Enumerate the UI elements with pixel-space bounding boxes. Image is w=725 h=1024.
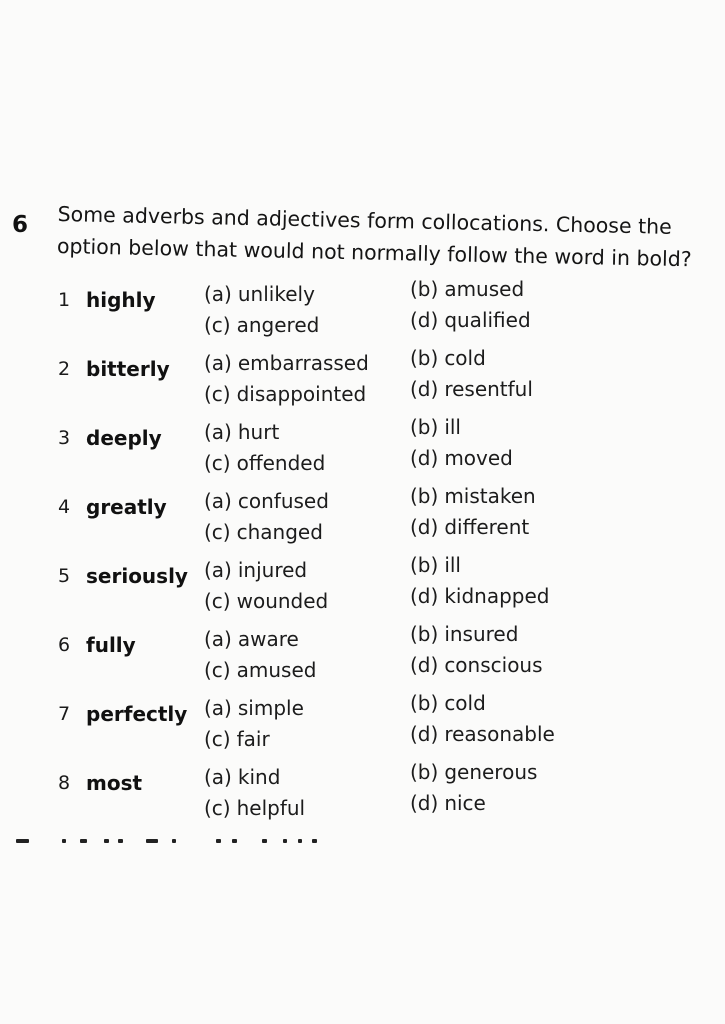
option-d [410, 791, 486, 815]
option-letter: (a) [204, 351, 232, 375]
option-a [204, 765, 280, 789]
option-b [410, 346, 486, 370]
option-a [204, 627, 299, 651]
option-text: injured [237, 558, 308, 582]
cropped-glyph-fragment [118, 839, 123, 843]
option-text: nice [444, 791, 486, 815]
item-bold-word: perfectly [86, 702, 188, 726]
option-text: insured [444, 622, 519, 646]
item-number: 5 [58, 565, 71, 587]
option-a [204, 282, 315, 306]
option-c [204, 382, 366, 406]
option-d [410, 446, 513, 470]
option-d [410, 515, 529, 539]
option-text: changed [236, 520, 323, 544]
option-text: unlikely [237, 282, 315, 306]
option-c [204, 520, 323, 544]
option-letter: (c) [204, 313, 231, 337]
option-text: reasonable [444, 722, 555, 746]
question-item [58, 691, 678, 765]
option-text: generous [444, 760, 538, 784]
option-c [204, 313, 319, 337]
cropped-glyph-fragment [104, 839, 109, 843]
option-text: fair [236, 727, 270, 751]
item-bold-word: greatly [86, 495, 167, 519]
option-letter: (d) [410, 446, 439, 470]
instruction-line-1: Some adverbs and adjectives form collocations. Choose the [57, 201, 673, 239]
option-letter: (c) [204, 796, 231, 820]
option-text: confused [237, 489, 329, 513]
item-number: 4 [58, 496, 71, 518]
option-b [410, 277, 524, 301]
option-letter: (b) [410, 760, 439, 784]
cropped-glyph-fragment [16, 839, 29, 843]
cropped-next-line [0, 838, 725, 846]
item-bold-word: deeply [86, 426, 162, 450]
option-text: amused [236, 658, 317, 682]
option-letter: (a) [204, 765, 232, 789]
item-number: 2 [58, 358, 71, 380]
option-letter: (d) [410, 653, 439, 677]
option-a [204, 696, 304, 720]
option-letter: (a) [204, 489, 232, 513]
option-letter: (c) [204, 658, 231, 682]
question-list [58, 277, 678, 834]
exercise-instruction [57, 198, 698, 275]
cropped-glyph-fragment [172, 839, 176, 843]
option-text: ill [444, 553, 461, 577]
option-letter: (c) [204, 451, 231, 475]
item-bold-word: bitterly [86, 357, 170, 381]
option-letter: (b) [410, 346, 439, 370]
option-text: hurt [237, 420, 280, 444]
option-letter: (b) [410, 484, 439, 508]
item-bold-word: highly [86, 288, 156, 312]
option-d [410, 653, 543, 677]
option-letter: (d) [410, 584, 439, 608]
option-text: different [444, 515, 530, 539]
cropped-glyph-fragment [232, 839, 237, 843]
option-text: amused [444, 277, 525, 301]
item-bold-word: seriously [86, 564, 188, 588]
exercise-number: 6 [12, 212, 29, 238]
item-number: 7 [58, 703, 71, 725]
option-text: wounded [236, 589, 329, 613]
option-a [204, 489, 329, 513]
option-a [204, 351, 369, 375]
option-text: angered [236, 313, 320, 337]
option-text: embarrassed [237, 351, 369, 375]
cropped-glyph-fragment [146, 839, 158, 843]
option-letter: (c) [204, 382, 231, 406]
item-bold-word: fully [86, 633, 136, 657]
option-c [204, 796, 305, 820]
option-d [410, 377, 533, 401]
option-letter: (c) [204, 589, 231, 613]
question-item [58, 622, 678, 696]
item-number: 8 [58, 772, 71, 794]
option-a [204, 558, 307, 582]
option-text: kind [237, 765, 281, 789]
option-c [204, 589, 328, 613]
option-letter: (d) [410, 377, 439, 401]
option-letter: (b) [410, 622, 439, 646]
option-text: aware [237, 627, 299, 651]
option-letter: (a) [204, 627, 232, 651]
option-letter: (a) [204, 282, 232, 306]
option-letter: (a) [204, 696, 232, 720]
option-letter: (b) [410, 277, 439, 301]
cropped-glyph-fragment [262, 839, 267, 843]
option-b [410, 484, 536, 508]
option-letter: (d) [410, 791, 439, 815]
option-letter: (d) [410, 308, 439, 332]
cropped-glyph-fragment [298, 839, 302, 843]
question-item [58, 553, 678, 627]
question-item [58, 277, 678, 351]
question-item [58, 415, 678, 489]
option-b [410, 691, 486, 715]
cropped-glyph-fragment [312, 839, 317, 843]
option-text: mistaken [444, 484, 536, 508]
option-text: resentful [444, 377, 533, 401]
option-d [410, 584, 549, 608]
option-c [204, 658, 316, 682]
option-c [204, 451, 325, 475]
option-text: helpful [236, 796, 306, 820]
option-text: conscious [444, 653, 543, 677]
option-letter: (c) [204, 520, 231, 544]
option-letter: (c) [204, 727, 231, 751]
option-letter: (b) [410, 691, 439, 715]
option-b [410, 760, 537, 784]
item-number: 3 [58, 427, 71, 449]
option-d [410, 722, 555, 746]
option-text: kidnapped [444, 584, 550, 608]
option-b [410, 622, 518, 646]
question-item [58, 346, 678, 420]
option-letter: (b) [410, 553, 439, 577]
option-text: qualified [444, 308, 531, 332]
option-letter: (d) [410, 515, 439, 539]
option-text: simple [237, 696, 304, 720]
cropped-glyph-fragment [283, 839, 287, 843]
option-text: cold [444, 346, 486, 370]
cropped-glyph-fragment [80, 839, 87, 843]
option-text: disappointed [236, 382, 367, 406]
item-number: 6 [58, 634, 71, 656]
option-text: moved [444, 446, 513, 470]
option-letter: (d) [410, 722, 439, 746]
question-item [58, 484, 678, 558]
question-item [58, 760, 678, 834]
cropped-glyph-fragment [216, 839, 221, 843]
option-c [204, 727, 270, 751]
option-letter: (a) [204, 420, 232, 444]
option-d [410, 308, 531, 332]
item-number: 1 [58, 289, 71, 311]
option-a [204, 420, 279, 444]
option-letter: (b) [410, 415, 439, 439]
option-letter: (a) [204, 558, 232, 582]
option-b [410, 415, 461, 439]
instruction-line-2: option below that would not normally follow the word in bold? [56, 233, 692, 272]
option-text: offended [236, 451, 326, 475]
item-bold-word: most [86, 771, 143, 795]
cropped-glyph-fragment [62, 839, 66, 843]
option-text: ill [444, 415, 461, 439]
option-b [410, 553, 461, 577]
option-text: cold [444, 691, 486, 715]
